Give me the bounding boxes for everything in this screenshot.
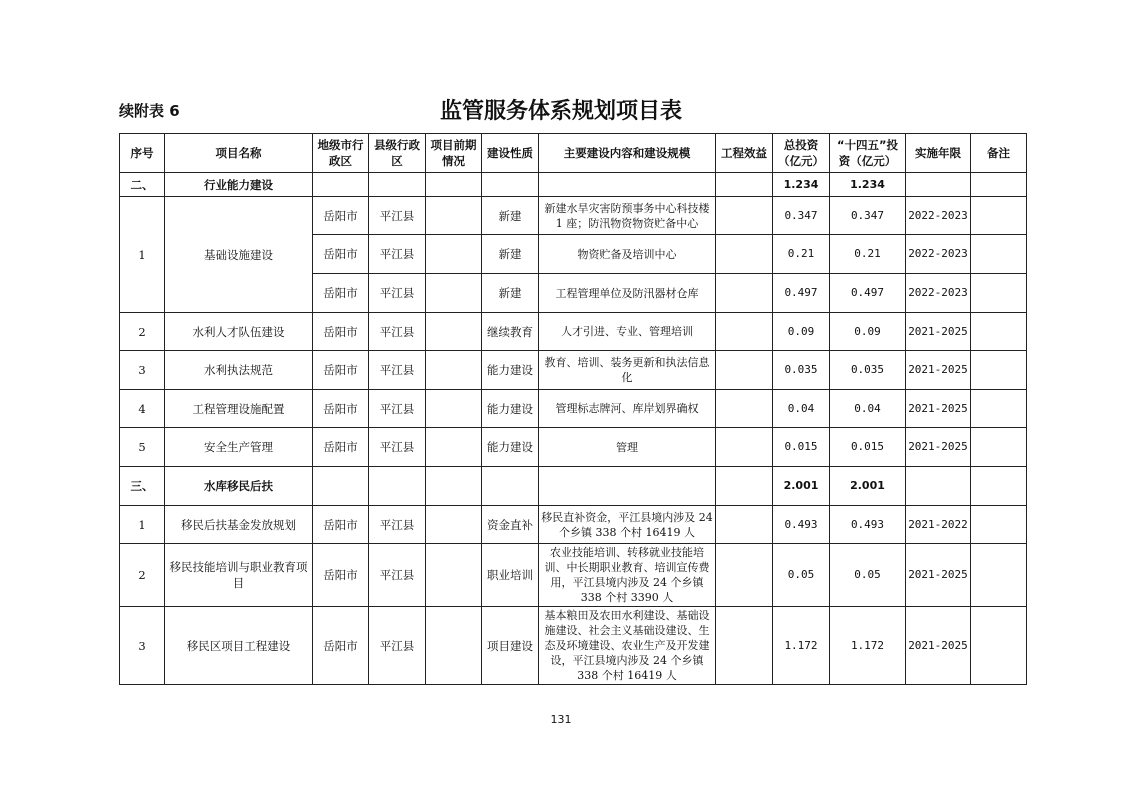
county-cell: 平江县 — [369, 313, 426, 351]
city-cell: 岳阳市 — [313, 351, 369, 390]
project-index: 1 — [120, 197, 165, 313]
table-row — [120, 506, 1027, 544]
page-number: 131 — [550, 713, 572, 726]
table-row — [120, 197, 1027, 235]
plan-cell: 0.04 — [830, 390, 906, 428]
total-cell: 0.015 — [773, 428, 830, 467]
header-years: 实施年限 — [906, 134, 971, 173]
nature-cell: 新建 — [482, 197, 539, 235]
nature-cell: 职业培训 — [482, 544, 539, 607]
plan-cell: 1.172 — [830, 607, 906, 685]
project-index: 5 — [120, 428, 165, 467]
header-city: 地级市行政区 — [313, 134, 369, 173]
header-preliminary: 项目前期情况 — [426, 134, 482, 173]
plan-cell: 0.09 — [830, 313, 906, 351]
total-cell: 0.347 — [773, 197, 830, 235]
section-plan: 2.001 — [830, 467, 906, 506]
city-cell: 岳阳市 — [313, 506, 369, 544]
content-cell: 人才引进、专业、管理培训 — [539, 313, 716, 351]
plan-cell: 0.21 — [830, 235, 906, 274]
project-name: 移民技能培训与职业教育项目 — [165, 544, 313, 607]
total-cell: 0.493 — [773, 506, 830, 544]
project-name: 安全生产管理 — [165, 428, 313, 467]
years-cell: 2022-2023 — [906, 274, 971, 313]
table-row — [120, 351, 1027, 390]
header-plan-investment: “十四五”投资（亿元） — [830, 134, 906, 173]
project-index: 2 — [120, 313, 165, 351]
project-name: 工程管理设施配置 — [165, 390, 313, 428]
total-cell: 0.035 — [773, 351, 830, 390]
content-cell: 工程管理单位及防汛器材仓库 — [539, 274, 716, 313]
years-cell: 2021-2025 — [906, 607, 971, 685]
nature-cell: 新建 — [482, 274, 539, 313]
years-cell: 2022-2023 — [906, 197, 971, 235]
section-row — [120, 173, 1027, 197]
city-cell: 岳阳市 — [313, 544, 369, 607]
section-name: 水库移民后扶 — [165, 467, 313, 506]
section-total: 2.001 — [773, 467, 830, 506]
years-cell: 2021-2025 — [906, 544, 971, 607]
header-remarks: 备注 — [971, 134, 1027, 173]
project-index: 3 — [120, 607, 165, 685]
total-cell: 0.05 — [773, 544, 830, 607]
county-cell: 平江县 — [369, 235, 426, 274]
section-total: 1.234 — [773, 173, 830, 197]
plan-cell: 0.05 — [830, 544, 906, 607]
years-cell: 2021-2022 — [906, 506, 971, 544]
nature-cell: 项目建设 — [482, 607, 539, 685]
plan-cell: 0.497 — [830, 274, 906, 313]
county-cell: 平江县 — [369, 544, 426, 607]
city-cell: 岳阳市 — [313, 274, 369, 313]
table-label: 续附表 6 — [119, 102, 180, 120]
table-row — [120, 428, 1027, 467]
header-project-name: 项目名称 — [165, 134, 313, 173]
county-cell: 平江县 — [369, 274, 426, 313]
table-row — [120, 313, 1027, 351]
county-cell: 平江县 — [369, 351, 426, 390]
table-row — [120, 544, 1027, 607]
table-row — [120, 607, 1027, 685]
content-cell: 物资贮备及培训中心 — [539, 235, 716, 274]
content-cell: 教育、培训、装务更新和执法信息化 — [539, 351, 716, 390]
county-cell: 平江县 — [369, 197, 426, 235]
section-name: 行业能力建设 — [165, 173, 313, 197]
header-benefit: 工程效益 — [716, 134, 773, 173]
city-cell: 岳阳市 — [313, 428, 369, 467]
total-cell: 0.09 — [773, 313, 830, 351]
project-name: 移民区项目工程建设 — [165, 607, 313, 685]
plan-cell: 0.493 — [830, 506, 906, 544]
plan-cell: 0.015 — [830, 428, 906, 467]
table-row — [120, 390, 1027, 428]
header-total-investment: 总投资（亿元） — [773, 134, 830, 173]
project-index: 3 — [120, 351, 165, 390]
content-cell: 管理标志牌河、库岸划界确权 — [539, 390, 716, 428]
nature-cell: 能力建设 — [482, 351, 539, 390]
header-county: 县级行政区 — [369, 134, 426, 173]
county-cell: 平江县 — [369, 428, 426, 467]
project-name: 水利人才队伍建设 — [165, 313, 313, 351]
project-index: 4 — [120, 390, 165, 428]
city-cell: 岳阳市 — [313, 235, 369, 274]
content-cell: 移民直补资金，平江县境内涉及 24 个乡镇 338 个村 16419 人 — [539, 506, 716, 544]
years-cell: 2021-2025 — [906, 313, 971, 351]
header-row — [120, 134, 1027, 173]
nature-cell: 能力建设 — [482, 428, 539, 467]
total-cell: 0.21 — [773, 235, 830, 274]
city-cell: 岳阳市 — [313, 313, 369, 351]
project-table — [119, 133, 1027, 685]
header-content: 主要建设内容和建设规模 — [539, 134, 716, 173]
nature-cell: 继续教育 — [482, 313, 539, 351]
total-cell: 0.497 — [773, 274, 830, 313]
years-cell: 2021-2025 — [906, 390, 971, 428]
project-name: 基础设施建设 — [165, 197, 313, 313]
project-index: 2 — [120, 544, 165, 607]
project-index: 1 — [120, 506, 165, 544]
county-cell: 平江县 — [369, 506, 426, 544]
city-cell: 岳阳市 — [313, 607, 369, 685]
header-index: 序号 — [120, 134, 165, 173]
nature-cell: 资金直补 — [482, 506, 539, 544]
county-cell: 平江县 — [369, 390, 426, 428]
content-cell: 管理 — [539, 428, 716, 467]
years-cell: 2021-2025 — [906, 351, 971, 390]
section-plan: 1.234 — [830, 173, 906, 197]
project-name: 水利执法规范 — [165, 351, 313, 390]
content-cell: 基本粮田及农田水利建设、基础设施建设、社会主义基础设建设、生态及环境建设、农业生产及开发建设，平江县境内涉及 24 个乡镇 338 个村 16419 人 — [539, 607, 716, 685]
plan-cell: 0.347 — [830, 197, 906, 235]
section-index: 三、 — [120, 467, 165, 506]
content-cell: 农业技能培训、转移就业技能培训、中长期职业教育、培训宣传费用，平江县境内涉及 24 个乡镇 338 个村 3390 人 — [539, 544, 716, 607]
plan-cell: 0.035 — [830, 351, 906, 390]
total-cell: 0.04 — [773, 390, 830, 428]
years-cell: 2022-2023 — [906, 235, 971, 274]
section-row — [120, 467, 1027, 506]
section-index: 二、 — [120, 173, 165, 197]
city-cell: 岳阳市 — [313, 197, 369, 235]
project-name: 移民后扶基金发放规划 — [165, 506, 313, 544]
total-cell: 1.172 — [773, 607, 830, 685]
years-cell: 2021-2025 — [906, 428, 971, 467]
city-cell: 岳阳市 — [313, 390, 369, 428]
nature-cell: 新建 — [482, 235, 539, 274]
county-cell: 平江县 — [369, 607, 426, 685]
content-cell: 新建水旱灾害防预事务中心科技楼 1 座；防汛物资物资贮备中心 — [539, 197, 716, 235]
header-nature: 建设性质 — [482, 134, 539, 173]
page-title: 监管服务体系规划项目表 — [439, 99, 682, 124]
nature-cell: 能力建设 — [482, 390, 539, 428]
